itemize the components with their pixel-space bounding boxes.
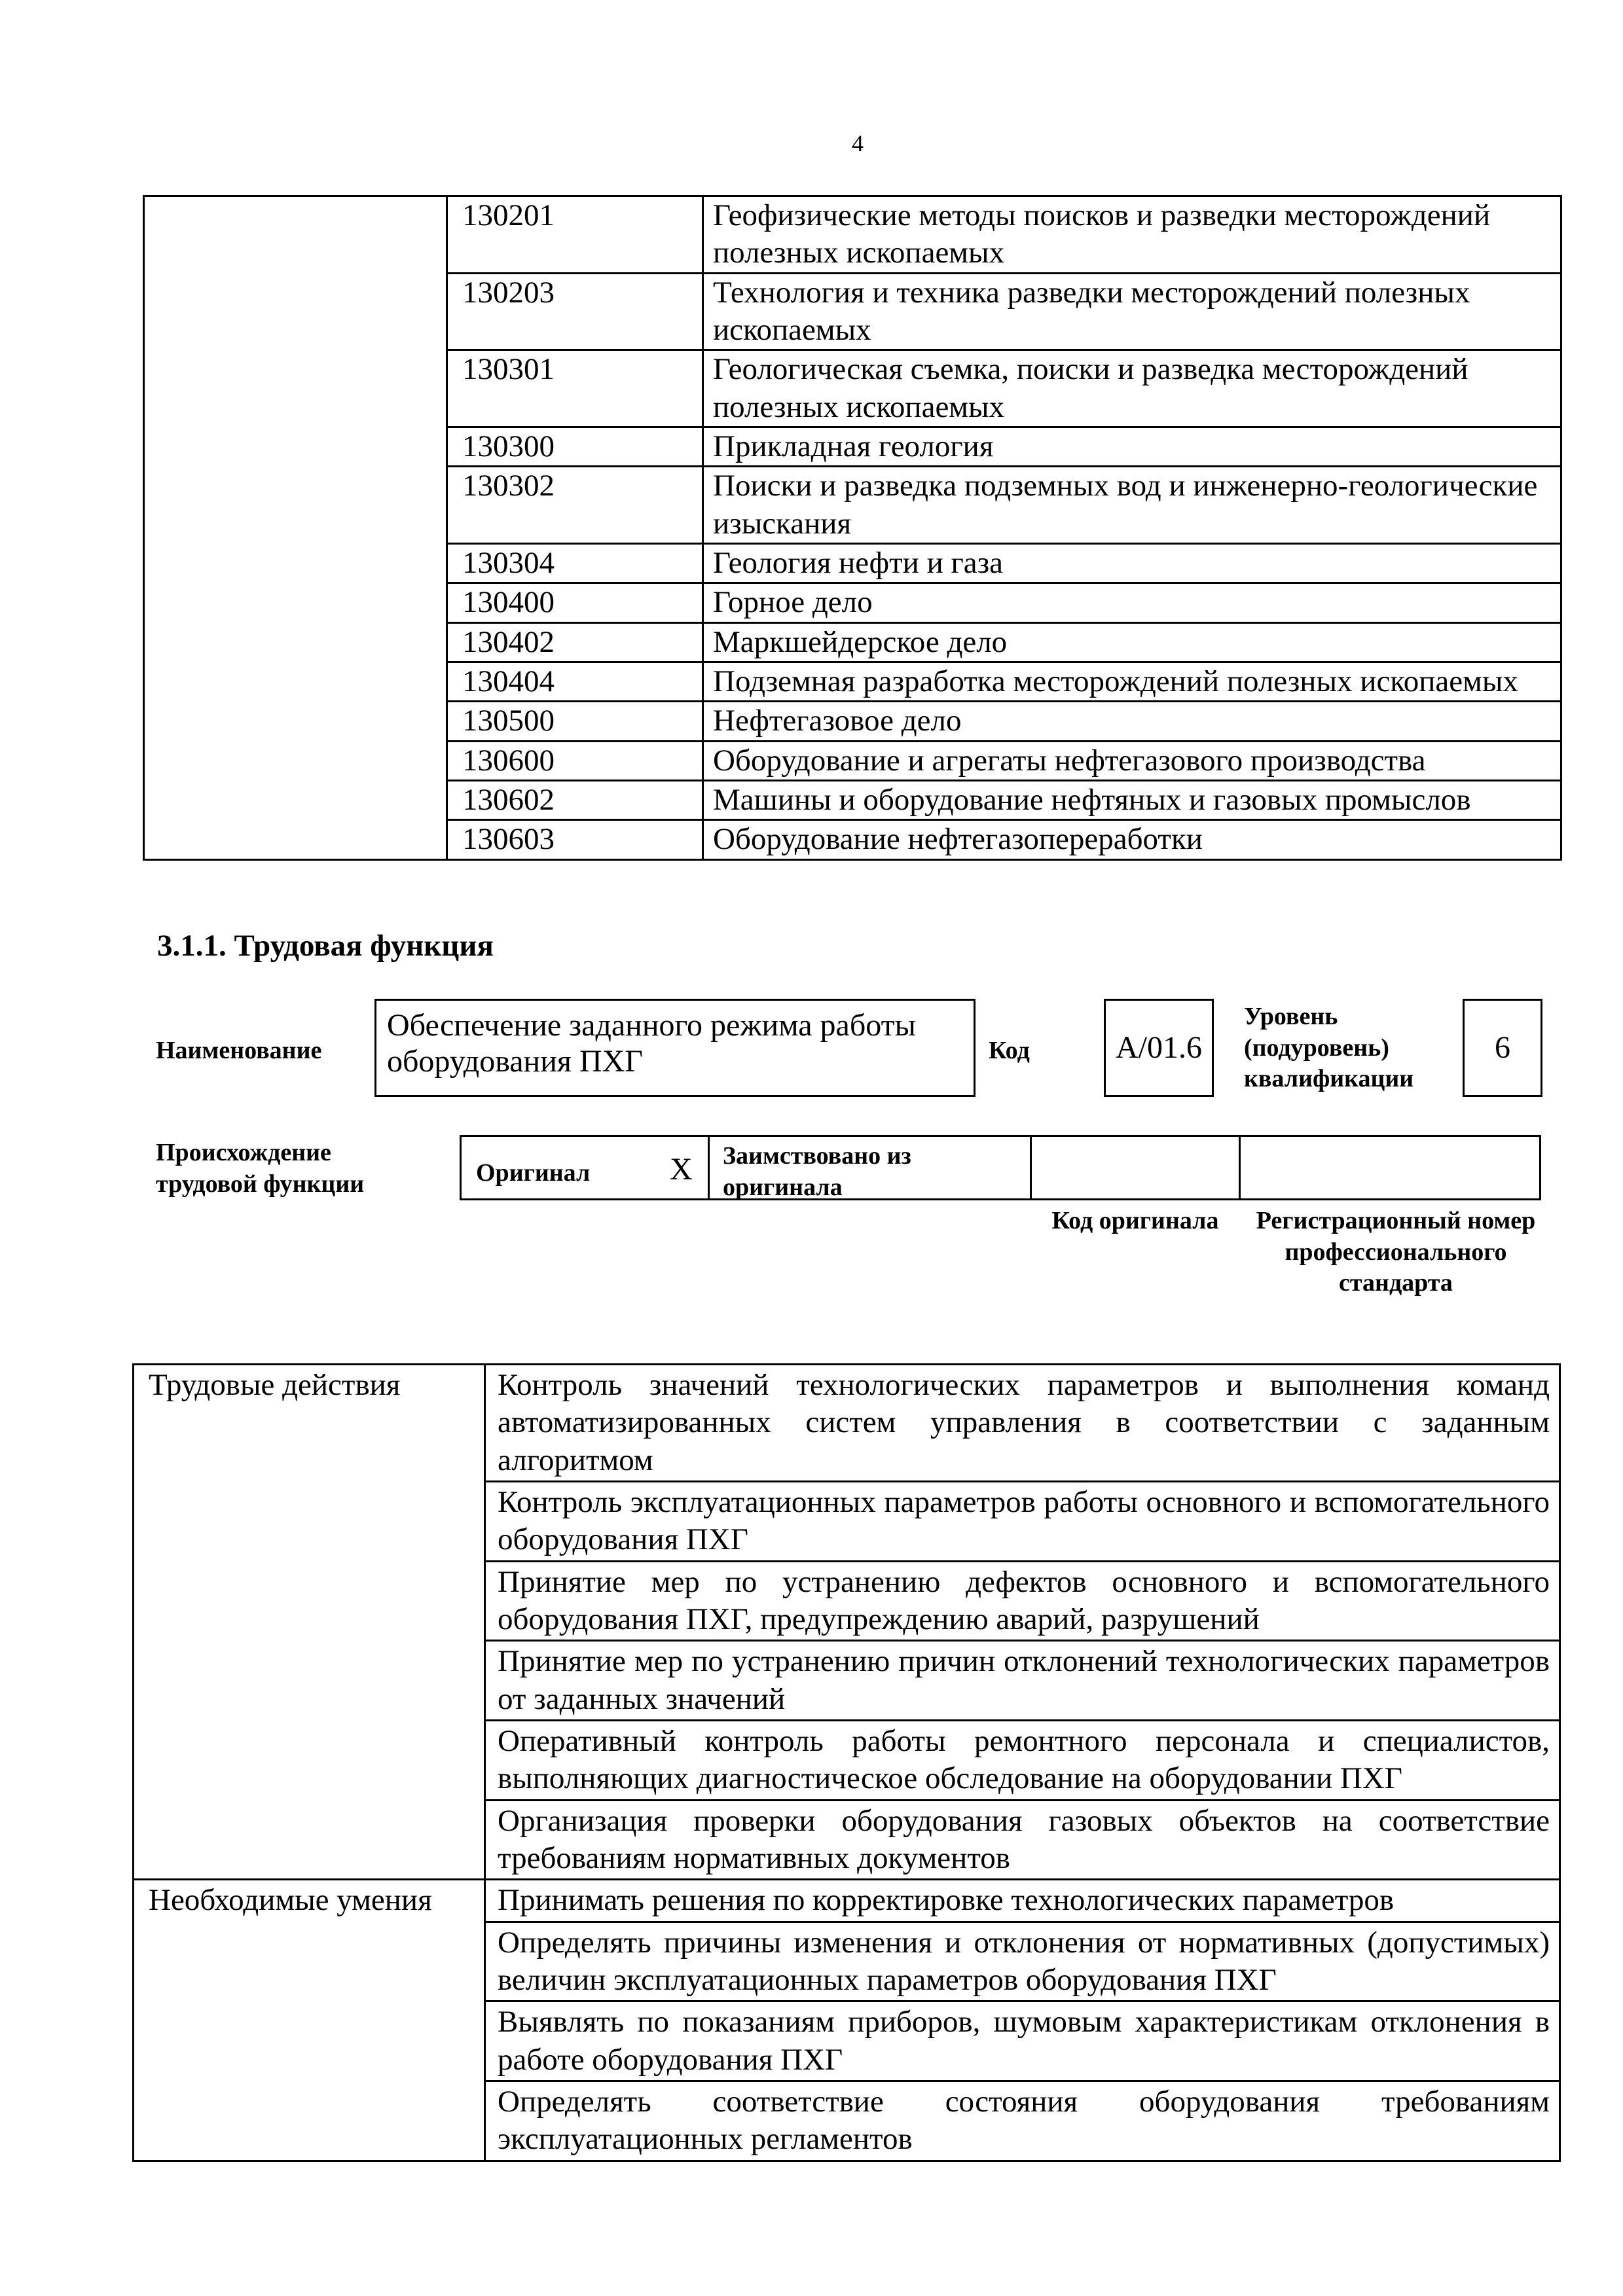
specialty-name: Оборудование и агрегаты нефтегазового производства: [703, 741, 1561, 780]
specialty-code: 130402: [447, 622, 703, 662]
specialty-code: 130400: [447, 583, 703, 622]
reg-number-caption: Регистрационный номер профессионального стандарта: [1256, 1207, 1536, 1297]
skill-item: Определять причины изменения и отклонения от нормативных (допустимых) величин эксплуатационных параметров оборудования ПХГ: [485, 1922, 1560, 2001]
level-label: Уровень (подуровень) квалификации: [1244, 1003, 1414, 1092]
activity-row: [134, 1365, 1560, 1482]
specialty-code: 130603: [447, 820, 703, 859]
activity-item: Организация проверки оборудования газовых объектов на соответствие требованиям нормативных документов: [485, 1800, 1560, 1880]
borrowed-cell: [708, 1135, 1032, 1200]
activity-item: Контроль значений технологических параметров и выполнения команд автоматизированных систем управления в соответствии с заданным алгоритмом: [485, 1365, 1560, 1482]
specialty-name: Поиски и разведка подземных вод и инженерно-геологические изыскания: [703, 467, 1561, 544]
original-mark: X: [670, 1152, 693, 1187]
skill-item: Определять соответствие состояния оборудования требованиям эксплуатационных регламентов: [485, 2081, 1560, 2161]
specialty-name: Подземная разработка месторождений полезных ископаемых: [703, 662, 1561, 701]
specialty-code: 130600: [447, 741, 703, 780]
function-name-box: [374, 999, 976, 1097]
skill-item: Выявлять по показаниям приборов, шумовым характеристикам отклонения в работе оборудования ПХГ: [485, 2001, 1560, 2081]
specialty-name: Технология и техника разведки месторождений полезных ископаемых: [703, 273, 1561, 350]
specialty-name: Маркшейдерское дело: [703, 622, 1561, 662]
original-code-cell: [1030, 1135, 1241, 1200]
original-code-caption: Код оригинала: [1051, 1207, 1219, 1234]
specialty-code: 130500: [447, 702, 703, 741]
empty-cell: [144, 196, 447, 860]
origin-label: Происхождение трудовой функции: [156, 1139, 365, 1198]
specialty-name: Горное дело: [703, 583, 1561, 622]
specialty-name: Прикладная геология: [703, 427, 1561, 466]
level-value: 6: [1495, 1030, 1510, 1066]
specialty-name: Нефтегазовое дело: [703, 702, 1561, 741]
function-code: А/01.6: [1116, 1030, 1202, 1066]
specialty-row: [144, 196, 1561, 274]
borrowed-label: Заимствовано из оригинала: [723, 1142, 911, 1201]
function-code-box: [1104, 999, 1214, 1097]
page-number: 4: [852, 130, 864, 156]
specialty-code: 130203: [447, 273, 703, 350]
activity-item: Оперативный контроль работы ремонтного персонала и специалистов, выполняющих диагностическое обследование на оборудовании ПХГ: [485, 1720, 1560, 1800]
activity-item: Принятие мер по устранению дефектов основного и вспомогательного оборудования ПХГ, предупреждению аварий, разрушений: [485, 1561, 1560, 1641]
specialty-code: 130404: [447, 662, 703, 701]
specialty-name: Машины и оборудование нефтяных и газовых промыслов: [703, 780, 1561, 819]
specialty-name: Геологическая съемка, поиски и разведка месторождений полезных ископаемых: [703, 350, 1561, 427]
name-label: Наименование: [156, 1037, 322, 1064]
specialty-code: 130304: [447, 543, 703, 583]
activity-item: Контроль эксплуатационных параметров работы основного и вспомогательного оборудования ПХГ: [485, 1481, 1560, 1561]
activities-table: [132, 1363, 1561, 2162]
specialty-code: 130300: [447, 427, 703, 466]
function-name: Обеспечение заданного режима работы оборудования ПХГ: [387, 1008, 916, 1079]
skill-row: [134, 1880, 1560, 1922]
skill-item: Принимать решения по корректировке технологических параметров: [485, 1880, 1560, 1922]
reg-number-cell: [1239, 1135, 1541, 1200]
activity-item: Принятие мер по устранению причин отклонений технологических параметров от заданных значений: [485, 1641, 1560, 1721]
specialty-code: 130602: [447, 780, 703, 819]
specialty-code: 130302: [447, 467, 703, 544]
specialty-name: Геофизические методы поисков и разведки месторождений полезных ископаемых: [703, 196, 1561, 274]
specialty-code: 130301: [447, 350, 703, 427]
original-cell: [460, 1135, 710, 1200]
code-label: Код: [989, 1037, 1030, 1064]
specialty-name: Геология нефти и газа: [703, 543, 1561, 583]
specialties-table: [143, 195, 1562, 861]
original-label: Оригинал: [476, 1159, 591, 1187]
skill-label: Необходимые умения: [134, 1880, 485, 2161]
specialty-name: Оборудование нефтегазопереработки: [703, 820, 1561, 859]
level-box: [1463, 999, 1542, 1097]
specialty-code: 130201: [447, 196, 703, 274]
section-title: 3.1.1. Трудовая функция: [157, 929, 494, 963]
activity-label: Трудовые действия: [134, 1365, 485, 1880]
